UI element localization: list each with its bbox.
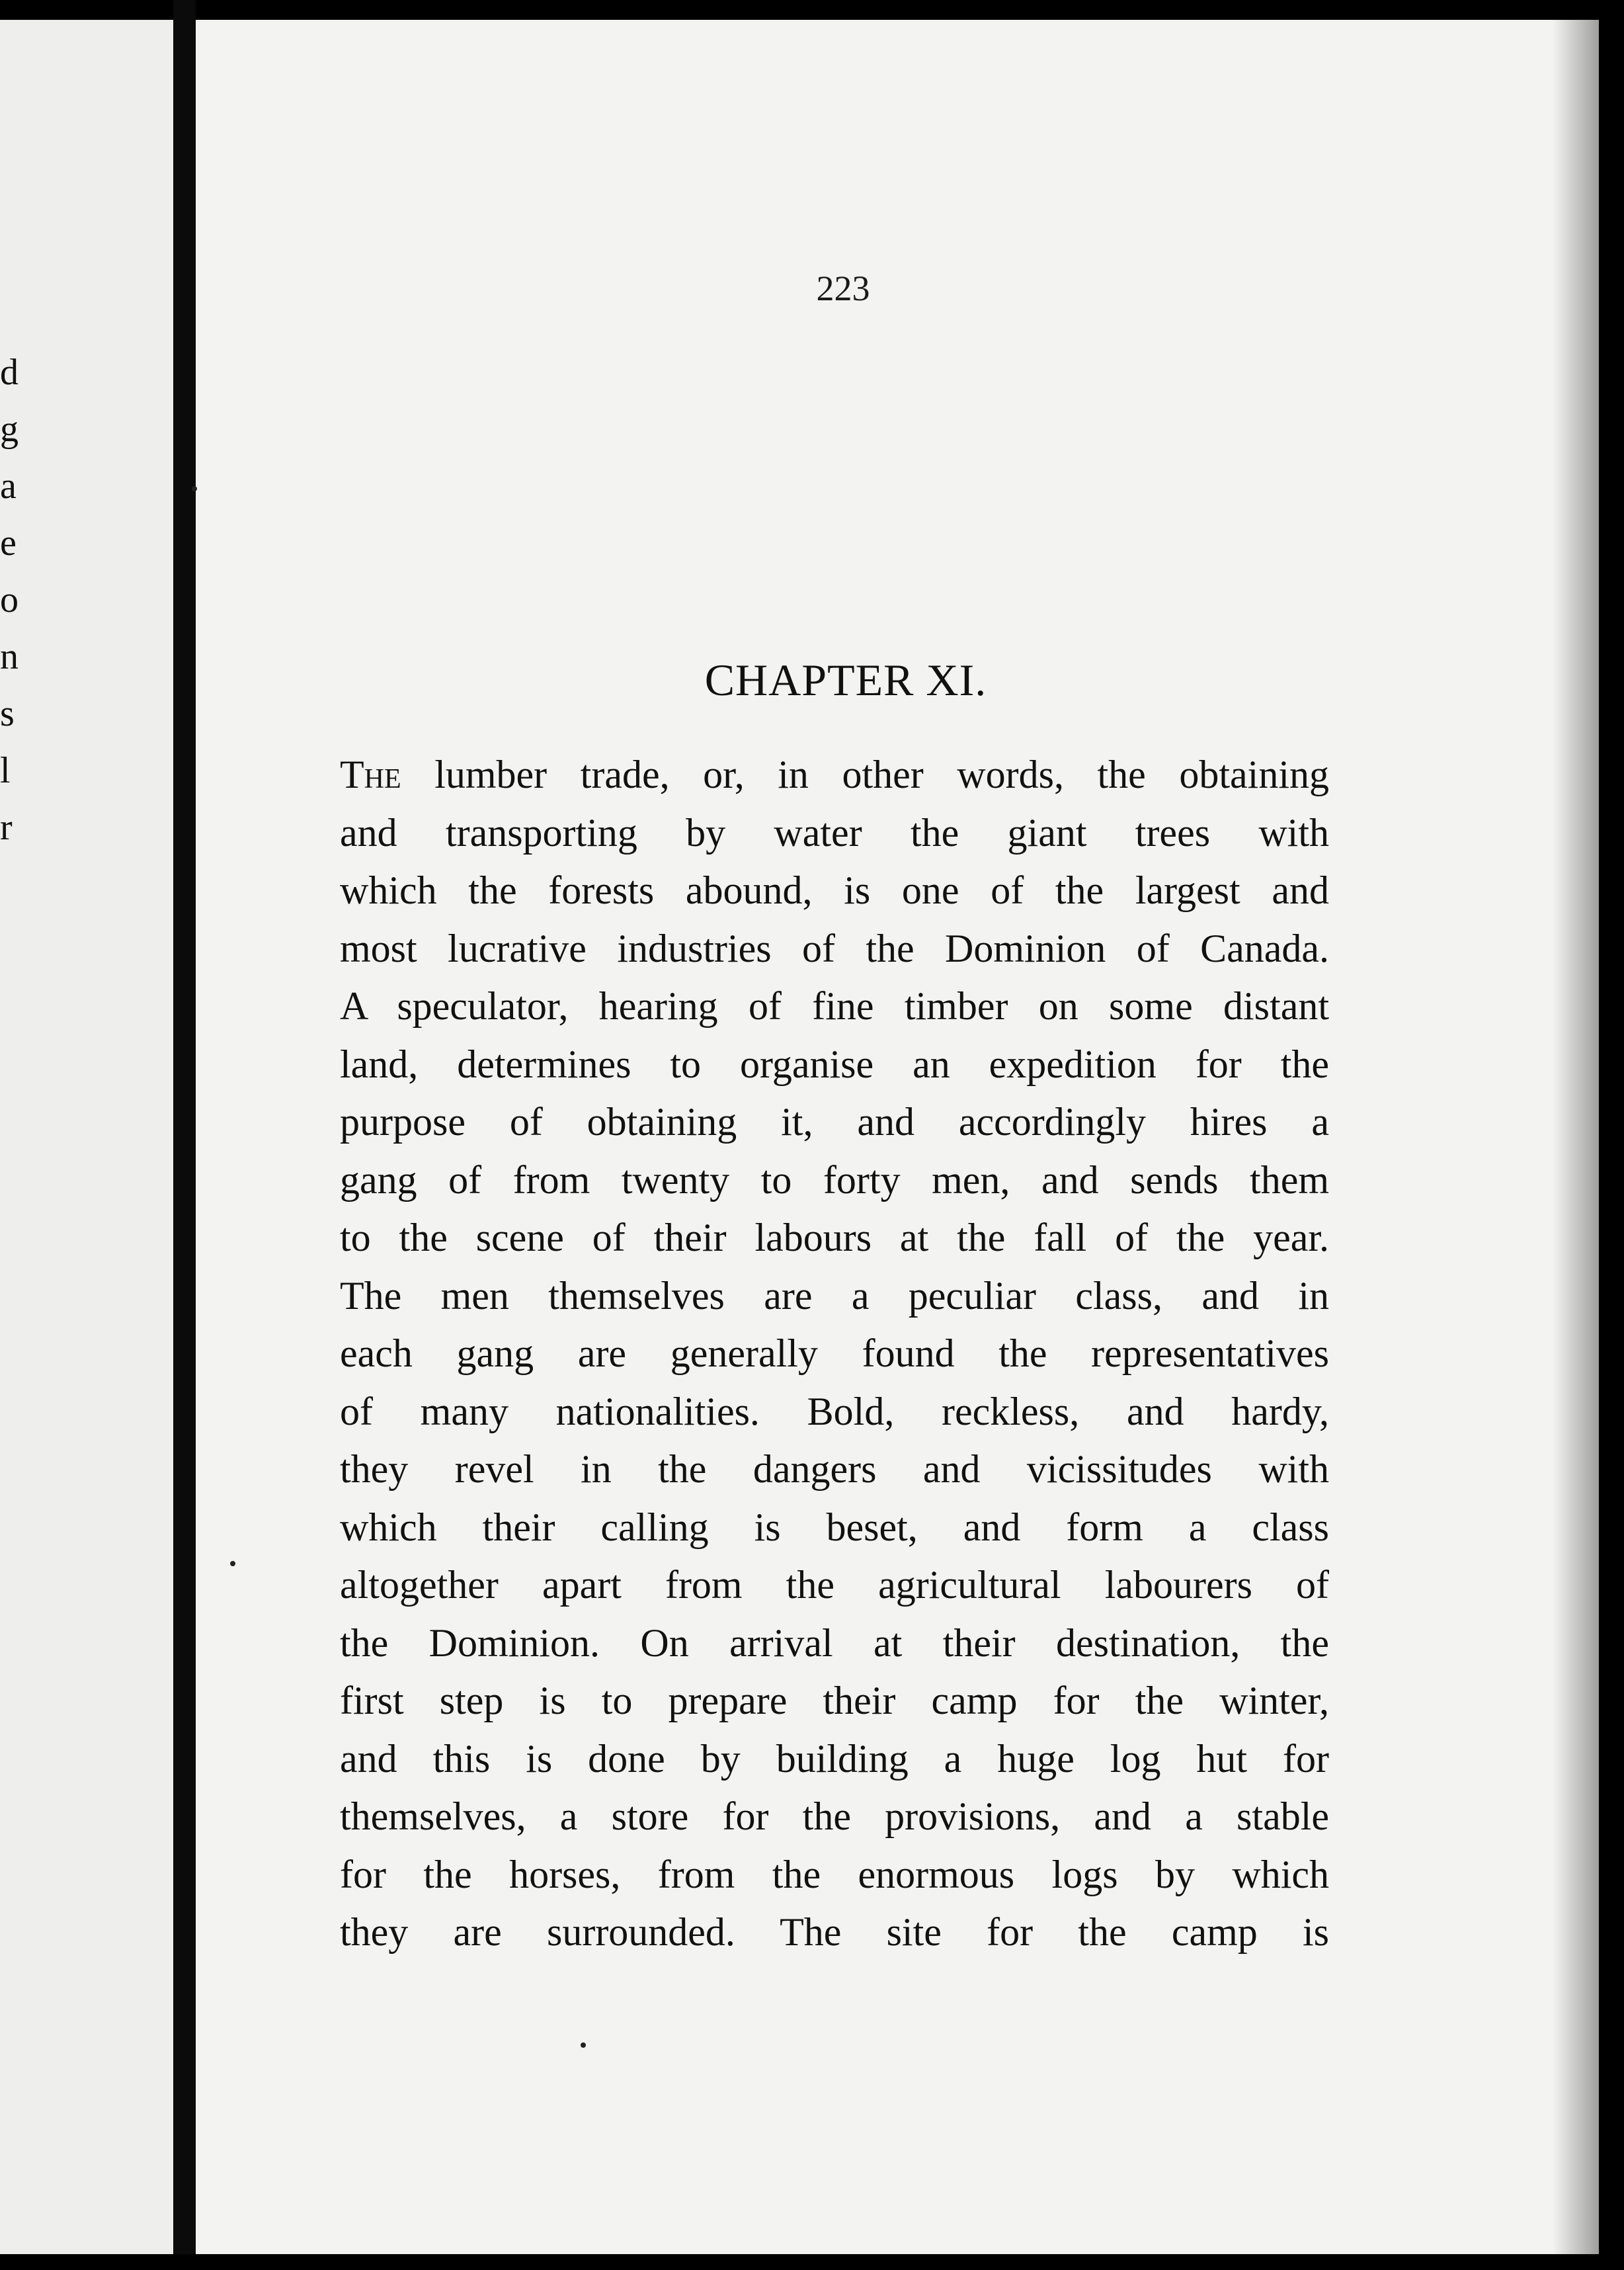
- print-speck: [581, 2042, 586, 2048]
- edge-letter: o: [0, 579, 19, 620]
- text-line: [340, 746, 1329, 804]
- print-speck: [230, 1561, 235, 1566]
- chapter-heading: CHAPTER XI.: [704, 655, 987, 705]
- text-line: altogether apart from the agricultural labourers of: [340, 1563, 1329, 1607]
- previous-page-edge-text: [0, 344, 26, 856]
- text-line: first step is to prepare their camp for the winter,: [340, 1679, 1329, 1722]
- text-line: for the horses, from the enormous logs by which: [340, 1852, 1329, 1896]
- text-line: most lucrative industries of the Dominion of Canada.: [340, 926, 1329, 970]
- print-speck: [192, 486, 197, 491]
- edge-letter: l: [0, 750, 11, 791]
- edge-letter: s: [0, 693, 15, 734]
- text-line: gang of from twenty to forty men, and sends them: [340, 1157, 1329, 1202]
- text-line: they are surrounded. The site for the camp is: [340, 1910, 1329, 1954]
- previous-page: [0, 20, 173, 2255]
- text-line: A speculator, hearing of fine timber on some distant: [340, 984, 1329, 1028]
- text-line: of many nationalities. Bold, reckless, and hardy,: [340, 1389, 1329, 1433]
- text-line: they revel in the dangers and vicissitudes with: [340, 1447, 1329, 1491]
- text-line: land, determines to organise an expedition for the: [340, 1042, 1329, 1086]
- book-gutter: [173, 0, 196, 2270]
- text-line: and transporting by water the giant trees with: [340, 810, 1329, 855]
- scan-border: [0, 2254, 1624, 2270]
- edge-letter: d: [0, 352, 19, 393]
- text-line: which their calling is beset, and form a class: [340, 1505, 1329, 1549]
- edge-letter: r: [0, 807, 13, 848]
- text-line: themselves, a store for the provisions, and a stable: [340, 1794, 1329, 1838]
- text-line: to the scene of their labours at the fall of the year.: [340, 1216, 1329, 1259]
- page-edge-shadow: [1553, 20, 1599, 2254]
- body-text: [340, 746, 1329, 1962]
- text-line: each gang are generally found the representatives: [340, 1331, 1329, 1375]
- text-line: and this is done by building a huge log hut for: [340, 1736, 1329, 1781]
- first-word: The: [340, 753, 401, 796]
- edge-letter: g: [0, 409, 19, 450]
- text-line: which the forests abound, is one of the largest and: [340, 868, 1329, 912]
- edge-letter: n: [0, 636, 19, 677]
- text-line: purpose of obtaining it, and accordingly hires a: [340, 1100, 1329, 1144]
- text-line-content: lumber trade, or, in other words, the obtaining: [434, 753, 1329, 796]
- text-line: The men themselves are a peculiar class, and in: [340, 1273, 1329, 1318]
- edge-letter: e: [0, 523, 17, 564]
- edge-letter: a: [0, 466, 17, 507]
- page-number: 223: [816, 269, 870, 308]
- text-line: the Dominion. On arrival at their destination, the: [340, 1620, 1329, 1665]
